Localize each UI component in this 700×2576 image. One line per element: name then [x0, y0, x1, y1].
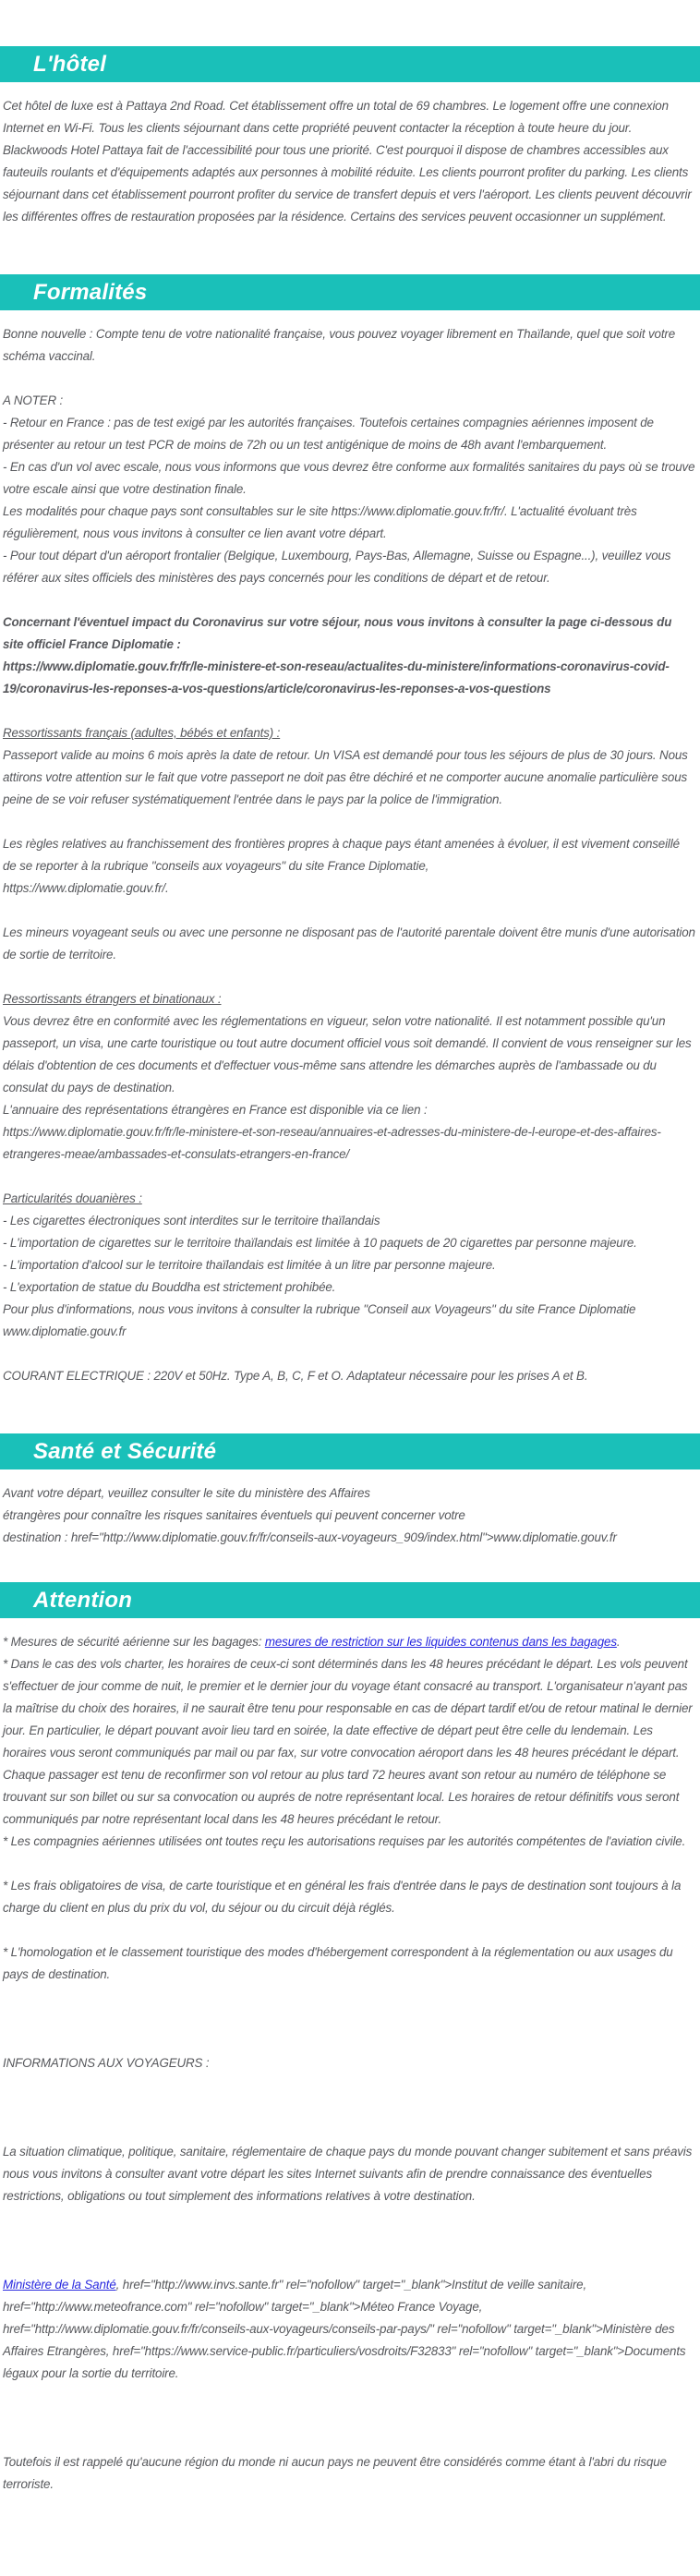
section-formalites	[0, 274, 700, 1387]
text-run: - En cas d'un vol avec escale, nous vous informons que vous devrez être conforme aux formalités sanitaires du pays où se trouve votre escale ainsi que votre destination finale.	[3, 460, 695, 496]
paragraph	[3, 1232, 695, 1254]
blank-line	[3, 811, 695, 833]
text-run: * L'homologation et le classement touristique des modes d'hébergement correspondent à la réglementation ou aux usages du pays de destination.	[3, 1945, 673, 1981]
text-run: Passeport valide au moins 6 mois après la date de retour. Un VISA est demandé pour tous les séjours de plus de 30 jours. Nous attirons votre attention sur le fait que votre passeport ne doit pas être déchiré et ne comporter aucune anomalie particulière sous peine de se voir refuser systématiquement l'entrée dans le pays par la police de l'immigration.	[3, 748, 688, 806]
paragraph	[3, 1254, 695, 1276]
blank-line	[3, 700, 695, 722]
blank-line	[3, 2074, 695, 2141]
section-body-attention	[0, 1618, 700, 2496]
paragraph	[3, 1505, 695, 1527]
section-attention	[0, 1582, 700, 2496]
text-run: Avant votre départ, veuillez consulter le site du ministère des Affaires	[3, 1486, 370, 1500]
paragraph	[3, 501, 695, 545]
text-run: INFORMATIONS AUX VOYAGEURS :	[3, 2056, 210, 2070]
section-hotel	[0, 46, 700, 228]
paragraph	[3, 456, 695, 501]
paragraph	[3, 2141, 695, 2163]
paragraph	[3, 922, 695, 966]
section-header-attention: Attention	[0, 1582, 700, 1618]
paragraph	[3, 1831, 695, 1853]
paragraph	[3, 1210, 695, 1232]
text-run: A NOTER :	[3, 393, 64, 407]
section-header-hotel: L'hôtel	[0, 46, 700, 82]
paragraph	[3, 2274, 695, 2385]
paragraph	[3, 1482, 695, 1505]
text-run: destination : href="http://www.diplomatie.gouv.fr/fr/conseils-aux-voyageurs_909/index.html">www.diplomatie.gouv.fr	[3, 1530, 617, 1544]
blank-line	[3, 368, 695, 390]
subheading-particularites-douanieres	[3, 1188, 695, 1210]
section-sante-securite	[0, 1433, 700, 1549]
paragraph	[3, 1099, 695, 1121]
text-run: - L'exportation de statue du Bouddha est strictement prohibée.	[3, 1280, 336, 1294]
section-header-sante-securite: Santé et Sécurité	[0, 1433, 700, 1469]
blank-line	[3, 1343, 695, 1365]
paragraph	[3, 95, 695, 228]
paragraph	[3, 877, 695, 900]
paragraph	[3, 1875, 695, 1919]
paragraph	[3, 390, 695, 412]
paragraph	[3, 2163, 695, 2207]
text-run: Pour plus d'informations, nous vous invitons à consulter la rubrique "Conseil aux Voyageurs" du site France Diplomatie www.diplomatie.gouv.fr	[3, 1302, 636, 1338]
blank-line	[3, 2207, 695, 2274]
blank-line	[3, 589, 695, 611]
text-run: Ressortissants étrangers et binationaux :	[3, 992, 222, 1006]
text-run: - Les cigarettes électroniques sont interdites sur le territoire thaïlandais	[3, 1214, 380, 1228]
blank-line	[3, 1919, 695, 1941]
text-run: Ressortissants français (adultes, bébés et enfants) :	[3, 726, 281, 740]
paragraph	[3, 1010, 695, 1099]
section-body-sante-securite	[0, 1469, 700, 1549]
subheading-ressortissants-francais	[3, 722, 695, 744]
paragraph	[3, 1365, 695, 1387]
text-run: Bonne nouvelle : Compte tenu de votre nationalité française, vous pouvez voyager librement en Thaïlande, quel que soit votre schéma vaccinal.	[3, 327, 676, 363]
section-body-formalites	[0, 310, 700, 1387]
paragraph	[3, 1653, 695, 1831]
blank-line	[3, 1853, 695, 1875]
text-run: .	[616, 1635, 621, 1649]
paragraph	[3, 1631, 695, 1653]
paragraph	[3, 412, 695, 456]
text-run: La situation climatique, politique, sanitaire, réglementaire de chaque pays du monde pouvant changer subitement et sans préavis	[3, 2145, 693, 2159]
text-run: - Pour tout départ d'un aéroport frontalier (Belgique, Luxembourg, Pays-Bas, Allemagne, Suisse ou Espagne...), veuillez vous référer aux sites officiels des ministères des pays concernés pour les conditions de départ et de retour.	[3, 549, 671, 585]
text-run: Les modalités pour chaque pays sont consultables sur le site https://www.diplomatie.gouv.fr/fr/. L'actualité évoluant très régulièrement, nous vous invitons à consulter ce lien avant votre départ.	[3, 504, 637, 540]
text-run: https://www.diplomatie.gouv.fr/fr/le-ministere-et-son-reseau/actualites-du-ministere/informations-coronavirus-covid-19/coronavirus-les-reponses-a-vos-questions/article/coronavirus-les-reponses-a-vos-questions	[3, 659, 670, 695]
paragraph	[3, 323, 695, 368]
text-run: Cet hôtel de luxe est à Pattaya 2nd Road. Cet établissement offre un total de 69 chambres. Le logement offre une connexion Internet en Wi-Fi. Tous les clients séjournant dans cette propriété peuvent contacter la réception à toute heure du jour. Blackwoods Hotel Pattaya fait de l'accessibilité pour tous une priorité. C'est pourquoi il dispose de chambres accessibles aux fauteuils roulants et d'équipements adaptés aux personnes à mobilité réduite. Les clients pourront profiter du parking. Les clients séjournant dans cet établissement pourront profiter du service de transfert depuis et vers l'aéroport. Les clients peuvent découvrir les différentes offres de restauration proposées par la résidence. Certains des services peuvent occasionner un supplément.	[3, 99, 692, 224]
paragraph	[3, 1941, 695, 1986]
text-run: étrangères pour connaître les risques sanitaires éventuels qui peuvent concerner votre	[3, 1508, 465, 1522]
text-run: nous vous invitons à consulter avant votre départ les sites Internet suivants afin de prendre connaissance des éventuelles restrictions, obligations ou tout simplement des informations relatives à votre destination.	[3, 2167, 652, 2203]
text-run: - L'importation d'alcool sur le territoire thaïlandais est limitée à un litre par personne majeure.	[3, 1258, 496, 1272]
text-run: - L'importation de cigarettes sur le territoire thaïlandais est limitée à 10 paquets de 20 cigarettes par personne majeure.	[3, 1236, 637, 1250]
paragraph	[3, 611, 695, 656]
paragraph	[3, 1299, 695, 1343]
paragraph	[3, 2451, 695, 2496]
text-run: Vous devrez être en conformité avec les réglementations en vigueur, selon votre nationalité. Il est notamment possible qu'un passeport, un visa, une carte touristique ou tout autre document officiel vous soit demandé. Il convient de vous renseigner sur les délais d'obtention de ces documents et d'effectuer vous-même sans attendre les démarches auprès de l'ambassade ou du consulat du pays de destination.	[3, 1014, 692, 1094]
text-run: - Retour en France : pas de test exigé par les autorités françaises. Toutefois certaines compagnies aériennes imposent de présenter au retour un test PCR de moins de 72h ou un test antigénique de moins de 48h avant l'embarquement.	[3, 416, 654, 452]
paragraph	[3, 1121, 695, 1166]
text-run: https://www.diplomatie.gouv.fr/.	[3, 881, 169, 895]
text-run: COURANT ELECTRIQUE : 220V et 50Hz. Type A, B, C, F et O. Adaptateur nécessaire pour les prises A et B.	[3, 1369, 588, 1383]
paragraph	[3, 1276, 695, 1299]
text-run: * Dans le cas des vols charter, les horaires de ceux-ci sont déterminés dans les 48 heures précédant le départ. Les vols peuvent s'effectuer de jour comme de nuit, le premier et le dernier jour du voyage étant consacré au transport. L'organisateur n'ayant pas la maîtrise du choix des horaires, il ne saurait être tenu pour responsable en cas de départ tardif et/ou de retour matinal le dernier jour. En particulier, le départ pouvant avoir lieu tard en soirée, la date effective de départ peut être celle du lendemain. Les horaires vous seront communiqués par mail ou par fax, sur votre convocation aéroport dans les 48 heures précédant le départ. Chaque passager est tenu de reconfirmer son vol retour au plus tard 72 heures avant son retour au numéro de téléphone se trouvant sur son billet ou sur sa convocation ou auprés de notre représentant local. Les horaires de retour définitifs vous seront communiqués par notre représentant local dans les 48 heures précédant le retour.	[3, 1657, 693, 1826]
blank-line	[3, 1166, 695, 1188]
text-run: , href="http://www.invs.sante.fr" rel="nofollow" target="_blank">Institut de veille sanitaire, href="http://www.meteofrance.com" rel="nofollow" target="_blank">Méteo France Voyage, href="http://www.diplomatie.gouv.fr/fr/conseils-aux-voyageurs/conseils-par-pays/" rel="nofollow" target="_blank">Ministère des Affaires Etrangères, href="https://www.service-public.fr/particuliers/vosdroits/F32833" rel="nofollow" target="_blank">Documents légaux pour la sortie du territoire.	[3, 2278, 686, 2380]
text-run: * Mesures de sécurité aérienne sur les bagages:	[3, 1635, 265, 1649]
text-run: Les mineurs voyageant seuls ou avec une personne ne disposant pas de l'autorité parentale doivent être munis d'une autorisation de sortie de territoire.	[3, 925, 695, 961]
baggage-liquids-restriction-link[interactable]: mesures de restriction sur les liquides contenus dans les bagages	[264, 1635, 617, 1649]
paragraph	[3, 545, 695, 589]
blank-line	[3, 1986, 695, 2052]
text-run: Particularités douanières :	[3, 1191, 142, 1205]
section-body-hotel	[0, 82, 700, 228]
blank-line	[3, 900, 695, 922]
paragraph	[3, 656, 695, 700]
subheading-ressortissants-etrangers	[3, 988, 695, 1010]
paragraph	[3, 744, 695, 811]
blank-line	[3, 966, 695, 988]
text-run: * Les compagnies aériennes utilisées ont toutes reçu les autorisations requises par les autorités compétentes de l'aviation civile.	[3, 1834, 686, 1848]
section-header-formalites: Formalités	[0, 274, 700, 310]
paragraph	[3, 833, 695, 877]
blank-line	[3, 2385, 695, 2451]
text-run: L'annuaire des représentations étrangères en France est disponible via ce lien :	[3, 1103, 428, 1117]
paragraph	[3, 1527, 695, 1549]
text-run: * Les frais obligatoires de visa, de carte touristique et en général les frais d'entrée dans le pays de destination sont toujours à la charge du client en plus du prix du vol, du séjour ou du circuit déjà réglés.	[3, 1879, 682, 1915]
text-run: Concernant l'éventuel impact du Coronavirus sur votre séjour, nous vous invitons à consulter la page ci-dessous du site officiel France Diplomatie :	[3, 615, 672, 651]
text-run: Les règles relatives au franchissement des frontières propres à chaque pays étant amenées à évoluer, il est vivement conseillé de se reporter à la rubrique "conseils aux voyageurs" du site France Diplomatie,	[3, 837, 680, 873]
ministere-sante-link[interactable]: Ministère de la Santé	[3, 2278, 116, 2292]
text-run: Toutefois il est rappelé qu'aucune région du monde ni aucun pays ne peuvent être considérés comme étant à l'abri du risque terroriste.	[3, 2455, 667, 2491]
text-run: https://www.diplomatie.gouv.fr/fr/le-ministere-et-son-reseau/annuaires-et-adresses-du-ministere-de-l-europe-et-des-affaires-etrangeres-meae/ambassades-et-consulats-etrangers-en-france/	[3, 1125, 661, 1161]
paragraph	[3, 2052, 695, 2074]
